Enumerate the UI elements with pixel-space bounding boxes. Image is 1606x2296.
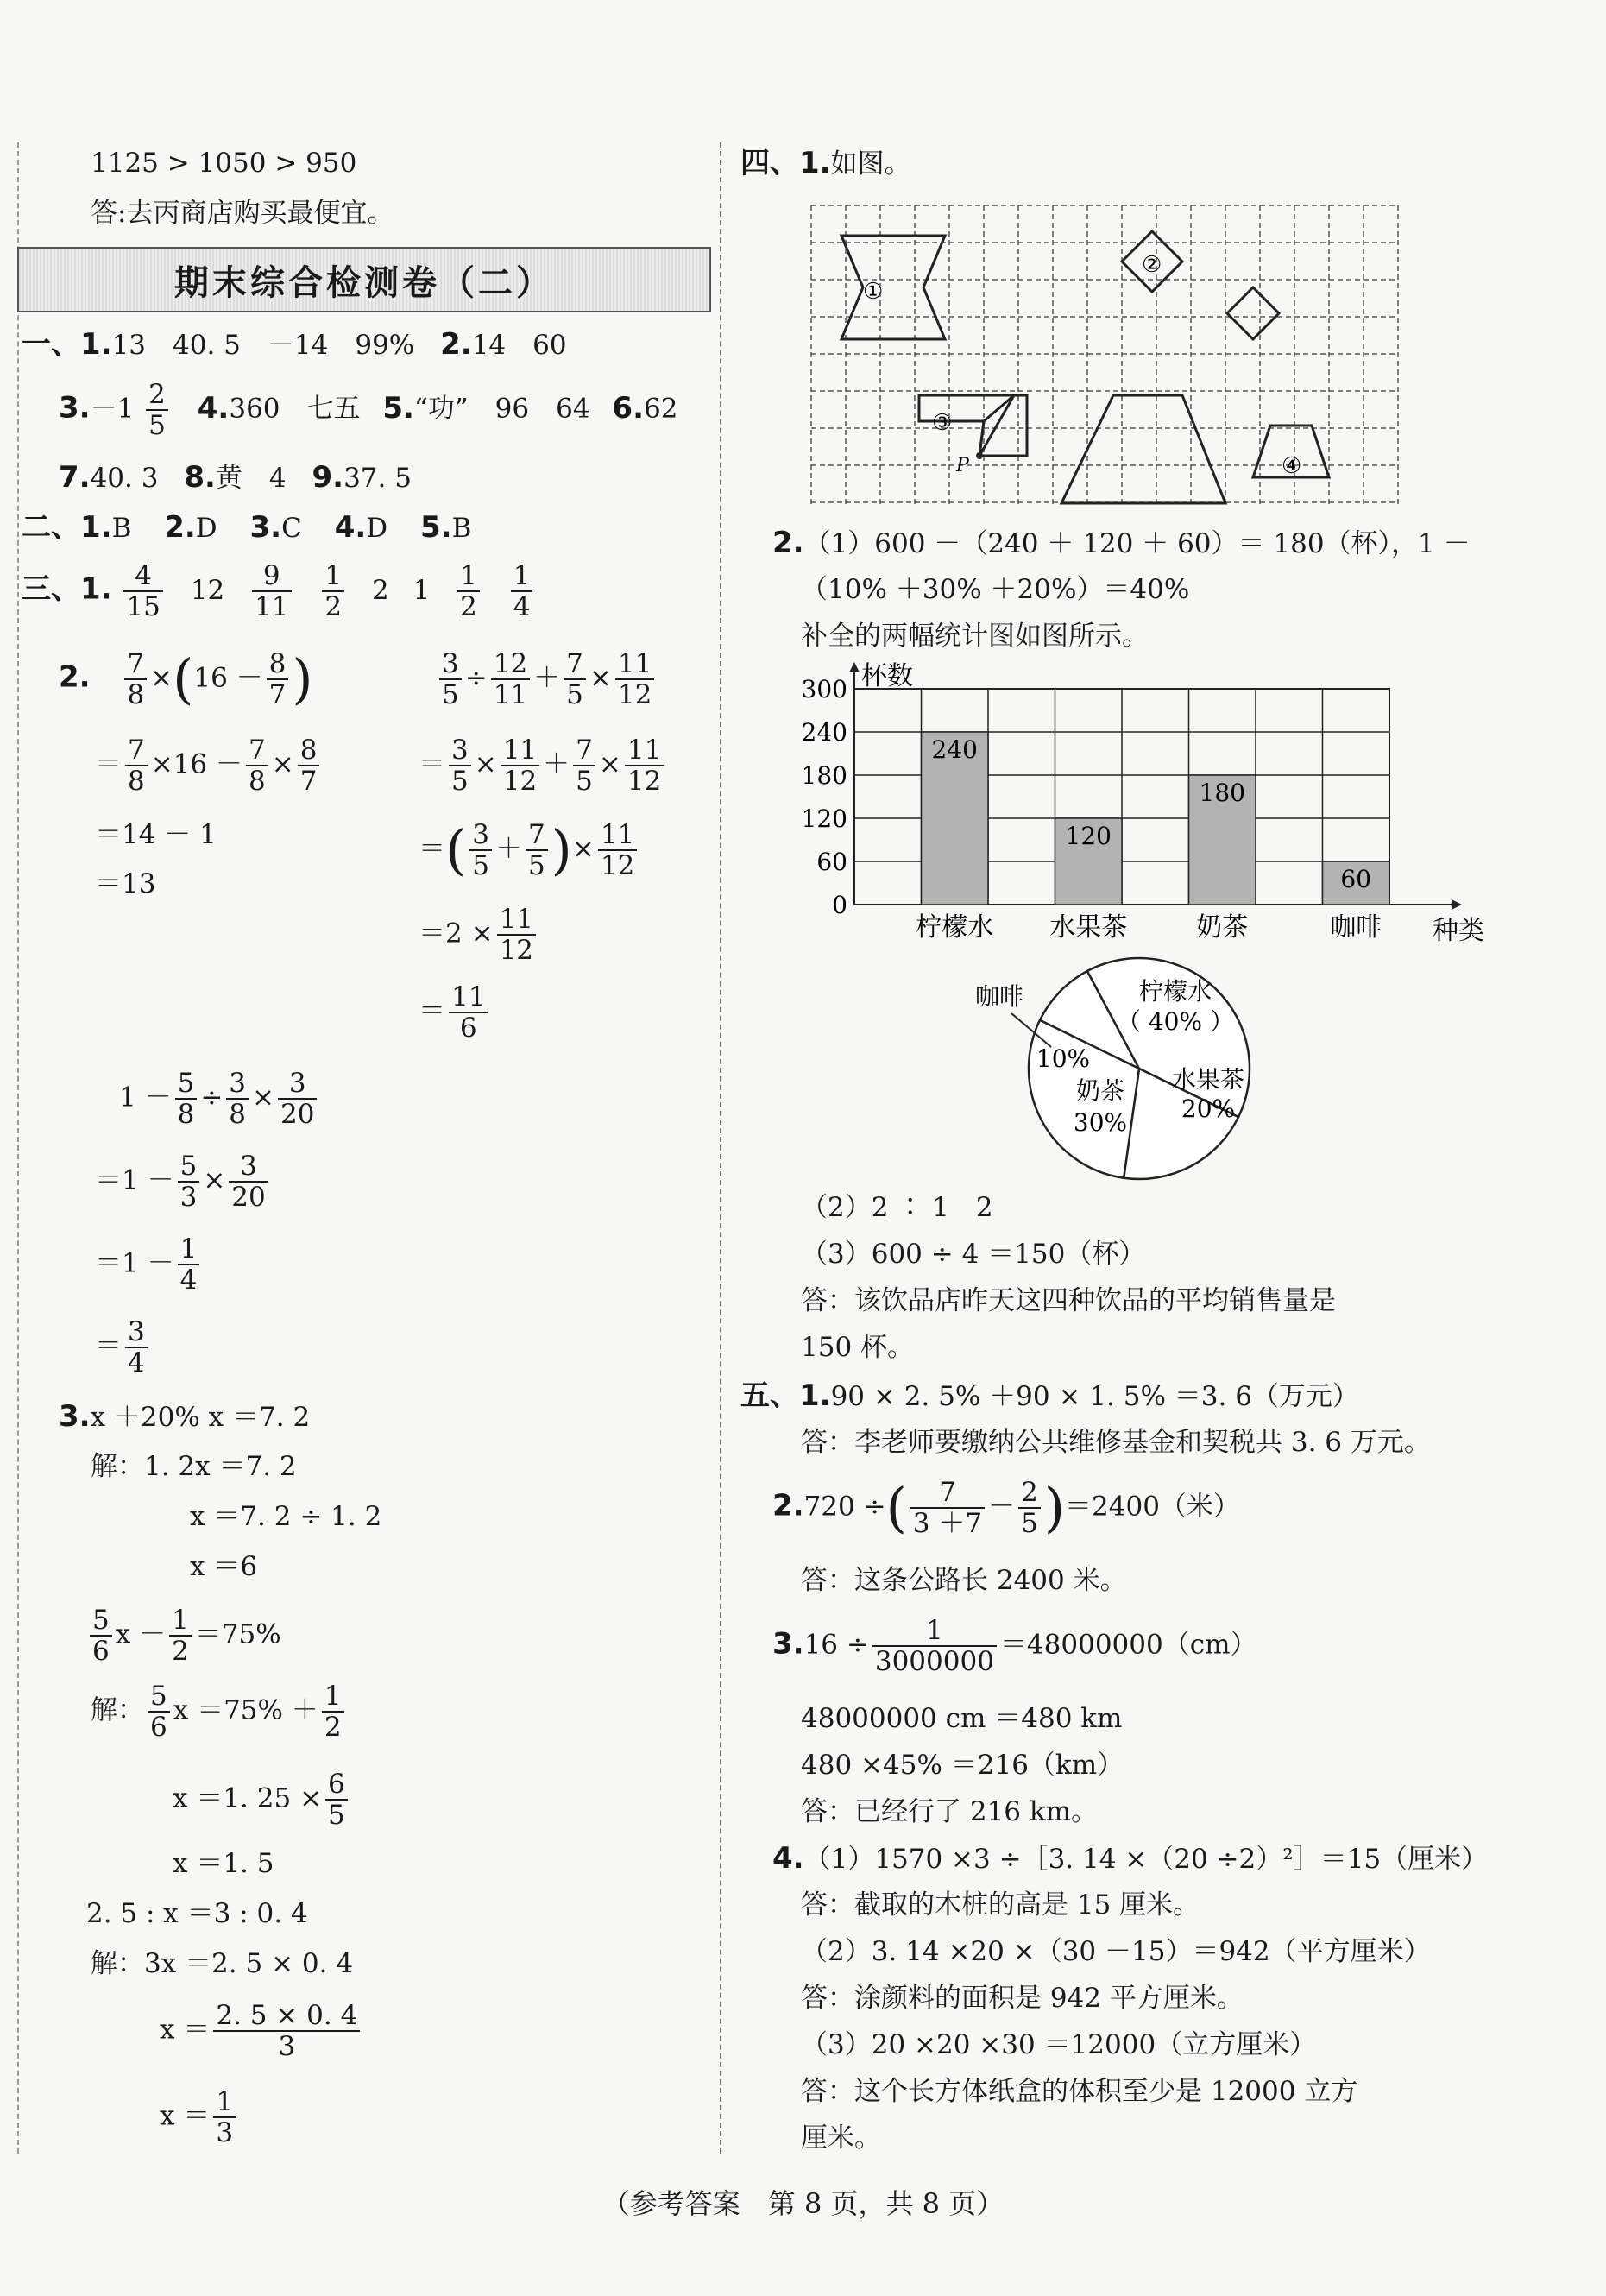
y-tick-label: 0 <box>832 891 847 919</box>
part5-q4-a1: 答：截取的木桩的高是 15 厘米。 <box>801 1889 1200 1921</box>
answer: －1 <box>90 393 135 425</box>
grid-shapes <box>841 231 1329 503</box>
shape-3-b <box>979 395 1014 456</box>
eq2-l2: x ＝1. 25 × $\frac{6}{5}$ <box>173 1769 351 1830</box>
part2-label: 二、 <box>22 510 80 545</box>
part5-q3-ans: 答：已经行了 216 km。 <box>801 1796 1099 1827</box>
compare-line: 1125 > 1050 > 950 <box>91 148 357 179</box>
calcA-line4: ＝13 <box>95 868 156 899</box>
part1-label: 一、 <box>22 327 80 362</box>
y-tick-label: 240 <box>801 718 847 747</box>
grid-label-1: ① <box>863 279 884 305</box>
part5-q1-ans: 答：李老师要缴纳公共维修基金和契税共 3. 6 万元。 <box>801 1427 1431 1458</box>
grid-lines <box>811 205 1398 508</box>
q-num: 6. <box>612 390 644 426</box>
part5-q3-l2: 48000000 cm ＝480 km <box>801 1703 1123 1734</box>
part1-line2 <box>59 380 677 440</box>
y-tick-label: 180 <box>801 761 847 790</box>
part4-q2-l1: 2.（1）600 －（240 ＋ 120 ＋ 60）＝ 180（杯），1 － <box>772 526 1471 560</box>
answer: 360 七五 <box>229 393 361 425</box>
answer: 37. 5 <box>343 463 412 494</box>
part4-sub2: （2）2 ∶ 1 2 <box>801 1192 993 1223</box>
x-tick-label: 咖啡 <box>1330 912 1382 943</box>
q-num: 5. <box>382 390 414 426</box>
q-num: 2. <box>440 327 472 362</box>
part5-q4-l2: （2）3. 14 ×20 ×（30 －15）＝942（平方厘米） <box>801 1936 1431 1967</box>
calcC-line4: ＝ $\frac{3}{4}$ <box>95 1317 151 1378</box>
calcA-line2: ＝ $\frac{7}{8}$ ×16 － $\frac{7}{8}$ × $\frac{8}{7}$ <box>95 735 323 796</box>
grid-label-4: ④ <box>1282 453 1302 479</box>
eq3-l1: 解：3x ＝2. 5 × 0. 4 <box>91 1948 354 1979</box>
y-tick-label: 60 <box>816 848 847 876</box>
part3-q1: 三、1. $\frac{4}{15}$ 12 $\frac{9}{11}$ $\frac{1}{2}$ 2 1 $\frac{1}{2}$ $\frac{1}{4}$ <box>22 561 536 621</box>
x-axis-label: 种类 <box>1433 916 1484 946</box>
q-num: 7. <box>59 460 91 495</box>
part4-ans1: 答：该饮品店昨天这四种饮品的平均销售量是 <box>801 1285 1336 1316</box>
pie-label: 奶茶 <box>1075 1076 1125 1105</box>
eq3-l3: x ＝ $\frac{1}{3}$ <box>160 2087 239 2148</box>
answer: 13 40. 5 －14 99% <box>111 330 415 361</box>
y-axis-label: 杯数 <box>861 661 913 691</box>
y-tick-label: 120 <box>801 804 847 833</box>
bar-chart <box>792 660 1484 946</box>
part3-label: 三、 <box>22 571 80 607</box>
part5-label: 五、 <box>740 1378 799 1413</box>
pie-percent-label: 10% <box>1036 1044 1091 1073</box>
eq3-title: 2. 5 : x ＝3 : 0. 4 <box>86 1898 308 1929</box>
column-divider <box>720 142 721 2154</box>
q-num: 8. <box>184 460 216 495</box>
part5-q4-l1: 4.（1）1570 ×3 ÷［3. 14 ×（20 ÷2）²］＝15（厘米） <box>772 1841 1489 1876</box>
eq2-l3: x ＝1. 5 <box>173 1848 274 1879</box>
bar-value-label: 240 <box>931 735 978 764</box>
part5-q3: 3.16 ÷ $\frac{1}{3000000}$ ＝48000000（cm） <box>772 1615 1257 1677</box>
point-p-label: P <box>956 455 969 476</box>
part4-q1: 四、1.如图。 <box>740 146 911 180</box>
eq1-l1: 解：1. 2x ＝7. 2 <box>91 1451 297 1482</box>
part4-q2-l2: （10% ＋30% ＋20%）＝40% <box>801 574 1190 605</box>
part5-q4-l3: （3）20 ×20 ×30 ＝12000（立方厘米） <box>801 2029 1317 2060</box>
calcB-line1: $\frac{3}{5}$ ÷ $\frac{12}{11}$ ＋ $\frac{7}{5}$ × $\frac{11}{12}$ <box>436 649 658 710</box>
shape-2-image <box>1227 287 1279 339</box>
answer: 黄 4 <box>215 463 287 494</box>
part1-line3 <box>59 461 412 495</box>
q-num: 9. <box>312 460 344 495</box>
calcA-line3: ＝14 － 1 <box>95 819 217 850</box>
answer: 62 <box>643 393 678 425</box>
x-tick-label: 柠檬水 <box>916 912 994 943</box>
part5-q4-a3b: 厘米。 <box>801 2123 881 2154</box>
part5-q3-l3: 480 ×45% ＝216（km） <box>801 1750 1124 1781</box>
fraction: $\frac{2}{5}$ <box>146 380 168 440</box>
part4-label: 四、 <box>740 146 799 180</box>
pie-label: 水果茶 <box>1171 1065 1245 1094</box>
pie-label: 咖啡 <box>974 982 1024 1011</box>
shape-1-bowtie <box>841 236 945 339</box>
calcC-line1: 1 － $\frac{5}{8}$ ÷ $\frac{3}{8}$ × $\frac{3}{20}$ <box>119 1069 320 1129</box>
answer: “功” 96 64 <box>413 393 590 425</box>
eq1-l3: x ＝6 <box>190 1551 258 1582</box>
eq1-title: 3.x ＋20% x ＝7. 2 <box>59 1399 311 1434</box>
pie-percent-label: 30% <box>1073 1108 1128 1137</box>
transform-grid-figure <box>803 197 1424 516</box>
eq2-l1: 解： $\frac{5}{6}$ x ＝75% ＋ $\frac{1}{2}$ <box>91 1681 348 1742</box>
calcB-line5: ＝ $\frac{11}{6}$ <box>419 982 491 1043</box>
part1-line1 <box>22 328 567 362</box>
part2-line: 二、1.B 2.D 3.C 4.D 5.B <box>22 510 472 545</box>
eq2-title: $\frac{5}{6}$ x － $\frac{1}{2}$ ＝75% <box>86 1605 281 1666</box>
grid-label-2: ② <box>1142 252 1162 278</box>
part4-ans2: 150 杯。 <box>801 1332 915 1363</box>
left-margin-rule <box>17 142 19 2154</box>
answer-line: 答:去丙商店购买最便宜。 <box>91 198 394 229</box>
part4-q2-l3: 补全的两幅统计图如图所示。 <box>801 621 1149 652</box>
calcA-line1: 2. $\frac{7}{8}$ ×(16 － $\frac{8}{7}$ ) <box>59 647 313 710</box>
part4-sub3: （3）600 ÷ 4 ＝150（杯） <box>801 1239 1146 1270</box>
x-tick-label: 水果茶 <box>1049 912 1128 943</box>
answer: 14 60 <box>471 330 567 361</box>
section-title: 期末综合检测卷（二） <box>17 247 711 312</box>
eq1-l2: x ＝7. 2 ÷ 1. 2 <box>190 1501 382 1532</box>
part5-q2: 2.720 ÷( $\frac{7}{3 +7}$ － $\frac{2}{5}$ )＝2400（米） <box>772 1476 1240 1539</box>
grid-label-3: ③ <box>932 410 953 436</box>
calcC-line2: ＝1 － $\frac{5}{3}$ × $\frac{3}{20}$ <box>95 1151 272 1212</box>
part5-q4-a2: 答：涂颜料的面积是 942 平方厘米。 <box>801 1983 1244 2014</box>
calcC-line3: ＝1 － $\frac{1}{4}$ <box>95 1234 203 1295</box>
bar-value-label: 60 <box>1340 865 1372 893</box>
part5-q4-a3a: 答：这个长方体纸盒的体积至少是 12000 立方 <box>801 2076 1358 2107</box>
bar-value-label: 120 <box>1065 822 1112 850</box>
calcB-line3: ＝( $\frac{3}{5}$ ＋ $\frac{7}{5}$ )× $\frac{11}{12}$ <box>419 820 640 880</box>
answer: 40. 3 <box>90 463 159 494</box>
y-axis-arrow <box>849 662 860 672</box>
part5-q1: 五、1.90 × 2. 5% ＋90 × 1. 5% ＝3. 6（万元） <box>740 1378 1359 1413</box>
calcB-line4: ＝2 × $\frac{11}{12}$ <box>419 905 539 965</box>
q-num: 4. <box>197 390 230 426</box>
eq3-l2: x ＝ $\frac{2. 5 \times 0. 4}{3}$ <box>160 2001 363 2061</box>
pie-label: 柠檬水 <box>1138 977 1212 1006</box>
x-axis-arrow <box>1452 899 1462 910</box>
y-tick-label: 300 <box>801 675 847 703</box>
page-footer: （参考答案 第 8 页，共 8 页） <box>601 2187 1005 2220</box>
bar-value-label: 180 <box>1199 779 1245 807</box>
pie-percent-label: 20% <box>1181 1094 1236 1123</box>
part5-q2-ans: 答：这条公路长 2400 米。 <box>801 1565 1127 1596</box>
shape-trapezoid-large <box>1061 395 1225 503</box>
q-num: 1. <box>80 327 112 362</box>
q-num: 3. <box>59 390 91 426</box>
x-tick-label: 奶茶 <box>1196 912 1249 943</box>
pie-percent-label: （ 40% ） <box>1116 1007 1235 1036</box>
point-p-dot <box>976 452 983 459</box>
pie-chart <box>949 939 1294 1181</box>
calcB-line2: ＝ $\frac{3}{5}$ × $\frac{11}{12}$ ＋ $\frac{7}{5}$ × $\frac{11}{12}$ <box>419 735 667 796</box>
